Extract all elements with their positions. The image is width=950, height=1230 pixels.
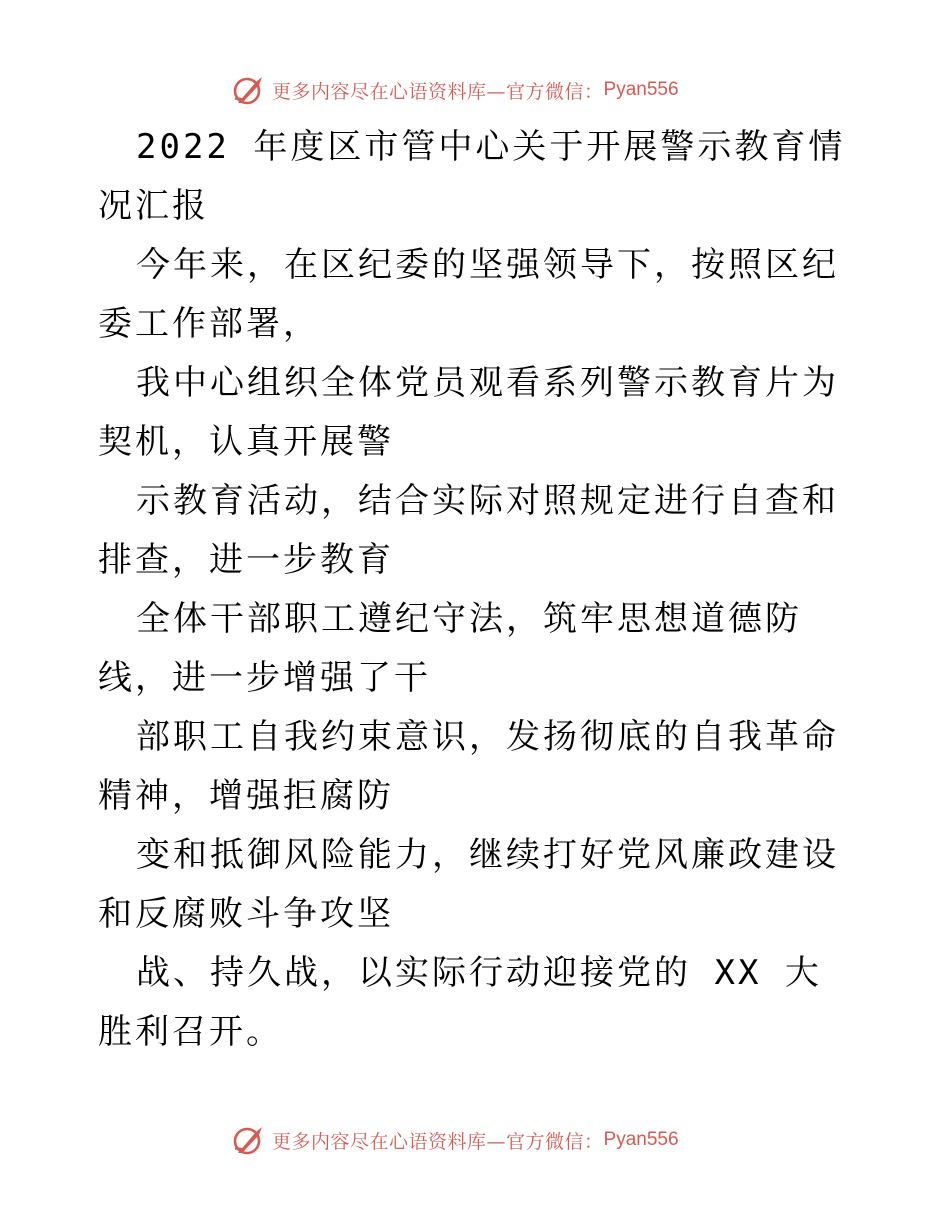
document-title: 2022 年度区市管中心关于开展警示教育情况汇报 [98,127,846,226]
paragraph: 全体干部职工遵纪守法，筑牢思想道德防线，进一步增强了干 [98,599,802,698]
paragraph: 示教育活动，结合实际对照规定进行自查和排查，进一步教育 [98,481,839,580]
paragraph: 变和抵御风险能力，继续打好党风廉政建设和反腐败斗争攻坚 [98,835,839,934]
paragraph: 部职工自我约束意识，发扬彻底的自我革命精神，增强拒腐防 [98,717,839,816]
paragraph: 我中心组织全体党员观看系列警示教育片为契机，认真开展警 [98,363,839,462]
footer-watermark-id: Pyan556 [603,1129,679,1150]
header-watermark-id: Pyan556 [603,79,679,100]
pen-circle-logo-icon [232,1123,266,1157]
paragraph: 今年来，在区纪委的坚强领导下，按照区纪委工作部署， [98,245,839,344]
pen-circle-logo-icon [232,73,266,107]
footer-watermark-banner [232,1120,679,1160]
footer-watermark-text: 更多内容尽在心语资料库—官方微信： [272,1130,604,1153]
header-watermark-banner [232,70,679,110]
document-body [98,118,858,1062]
header-watermark-text: 更多内容尽在心语资料库—官方微信： [272,80,604,103]
paragraph: 战、持久战，以实际行动迎接党的 XX 大胜利召开。 [98,953,822,1052]
